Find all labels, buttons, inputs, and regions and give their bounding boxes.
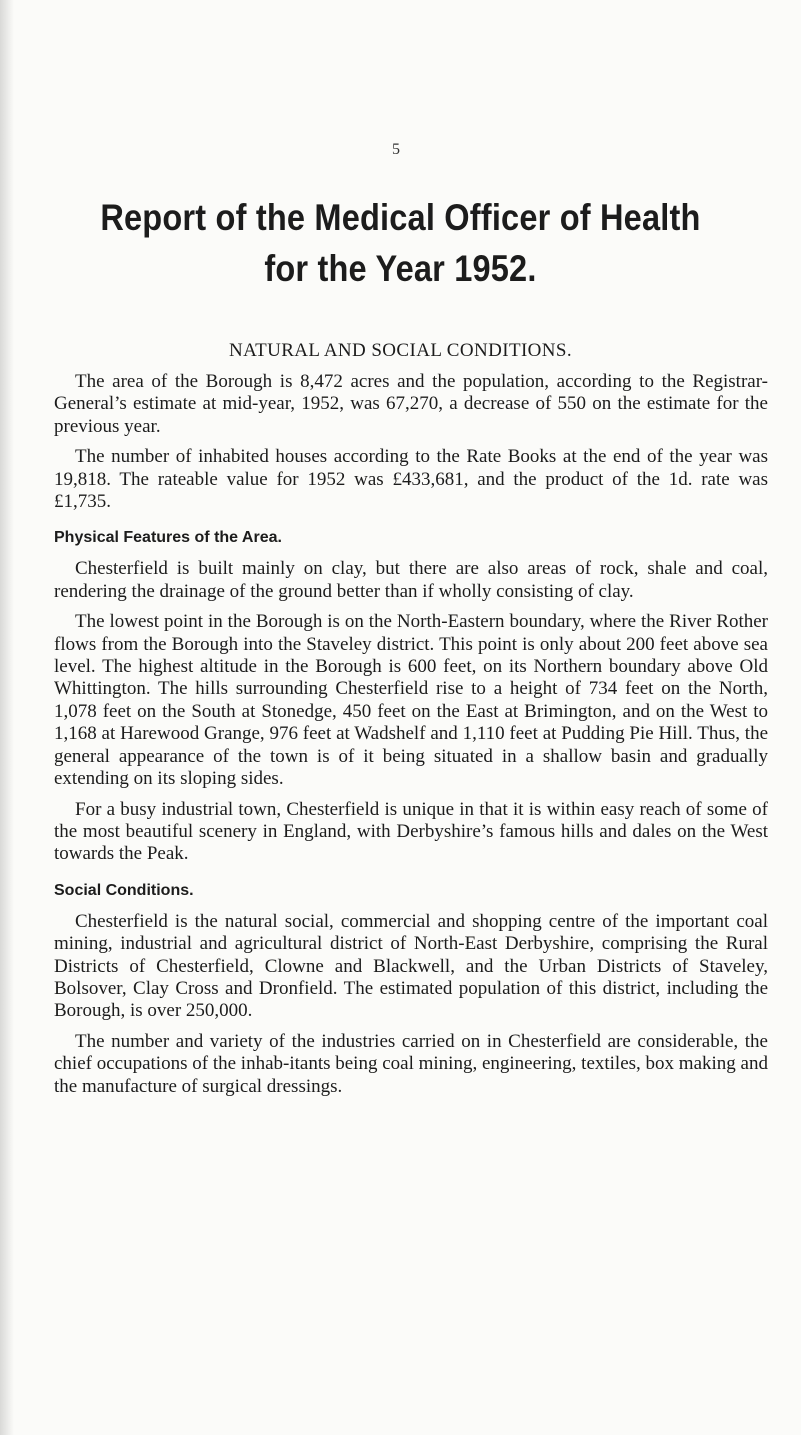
social-paragraph-centre: Chesterfield is the natural social, commercial and shopping centre of the important coal mining, industrial and agricultural district of North-East Derbyshire, comprising the Rural Districts of Chesterfield, Clowne and Blackwell, and the Urban Districts of Staveley, Bolsover, Clay Cross and Dronfield. The estimated population of this district, including the Borough, is over 250,000. <box>54 910 768 1022</box>
page-number: 5 <box>392 141 400 158</box>
physical-paragraph-geology: Chesterfield is built mainly on clay, but there are also areas of rock, shale and coal, rendering the drainage of the ground better than if wholly consisting of clay. <box>54 558 768 602</box>
section-heading: NATURAL AND SOCIAL CONDITIONS. <box>228 340 573 361</box>
physical-paragraph-altitude: The lowest point in the Borough is on the North-Eastern boundary, where the River Rother flows from the Borough into the Staveley district. This point is only about 200 feet above sea level. The highest altitude in the Borough is 600 feet, on its Northern boundary above Old Whittington. The hills surrounding Chesterfield rise to a height of 734 feet on the North, 1,078 feet on the South at Stonedge, 450 feet on the East at Brimington, and on the West to 1,168 at Harewood Grange, 976 feet at Wadshelf and 1,110 feet at Pudding Pie Hill. Thus, the general appearance of the town is of it being situated in a shallow basin and gradually extending on its sloping sides. <box>54 611 768 790</box>
physical-features-heading: Physical Features of the Area. <box>54 529 282 547</box>
social-paragraph-industries: The number and variety of the industries carried on in Chesterfield are considerable, the chief occupations of the inhab-itants being coal mining, engineering, textiles, box making and the manufacture of surgical dressings. <box>54 1030 768 1097</box>
report-title <box>48 192 753 294</box>
report-title-line-2: for the Year 1952. <box>264 248 537 289</box>
report-title-line-1: Report of the Medical Officer of Health <box>100 197 701 238</box>
page-edge-shadow <box>0 0 14 1435</box>
social-conditions-heading: Social Conditions. <box>54 881 194 899</box>
intro-paragraph-houses: The number of inhabited houses according to the Rate Books at the end of the year was 19,818. The rateable value for 1952 was £433,681, and the product of the 1d. rate was £1,735. <box>54 446 768 513</box>
intro-paragraph-area: The area of the Borough is 8,472 acres and the population, according to the Registrar-General’s estimate at mid-year, 1952, was 67,270, a decrease of 550 on the estimate for the previous year. <box>54 371 768 437</box>
report-body <box>54 371 768 1106</box>
physical-paragraph-scenery: For a busy industrial town, Chesterfield is unique in that it is within easy reach of some of the most beautiful scenery in England, with Derbyshire’s famous hills and dales on the West towards the Peak. <box>54 798 768 865</box>
